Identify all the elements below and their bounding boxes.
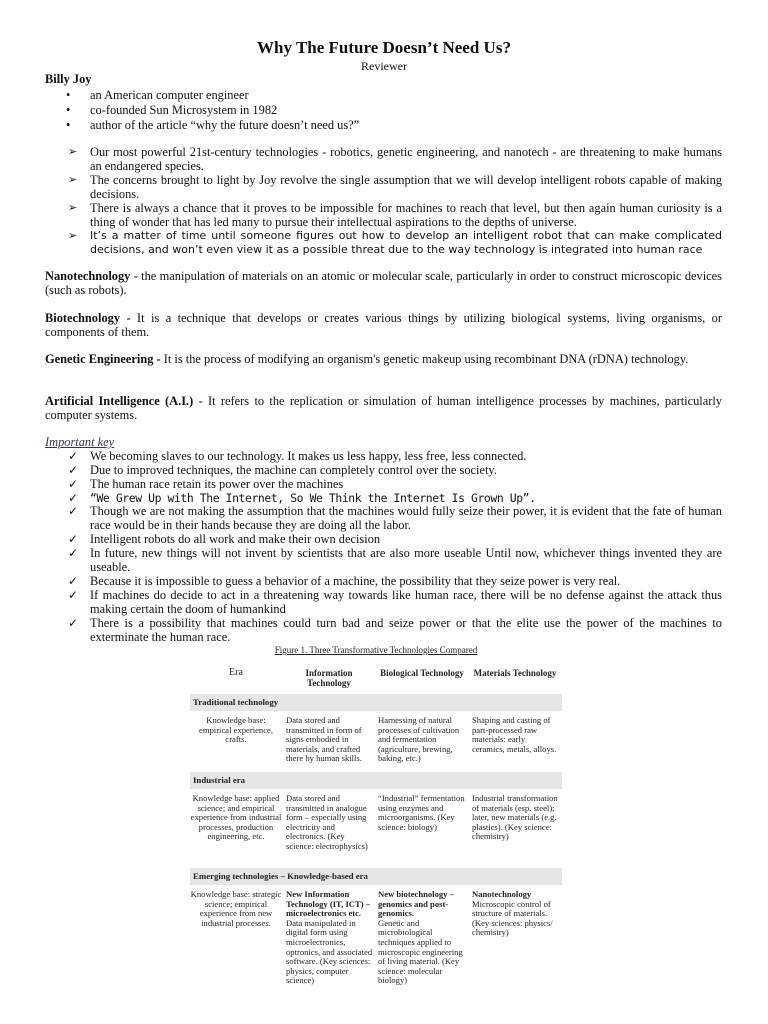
document-subtitle: Reviewer — [361, 59, 407, 73]
arrow-bullet-icon: ➢ — [68, 146, 78, 158]
definition-text: the manipulation of materials on an atomic or molecular scale, particularly in order to construct microscopic devices (such as robots). — [45, 269, 722, 297]
arrow-item: Our most powerful 21st-century technologies - robotics, genetic engineering, and nanotech - are threatening to make humans an endangered species. — [90, 145, 722, 173]
table-cell-mat — [472, 890, 560, 938]
checklist-item: Intelligent robots do all work and make their own decision — [90, 532, 381, 546]
column-header: Era — [229, 667, 243, 678]
checklist-item: Because it is impossible to guess a behavior of a machine, the possibility that they seize power is very real. — [90, 574, 621, 588]
arrow-bullet-icon: ➢ — [68, 230, 78, 242]
cell-text: Data manipulated in digital form using microelectronics, optronics, and associated software. (Key sciences: physics, computer science) — [286, 917, 373, 986]
table-cell: Data stored and transmitted in form of signs embodied in materials, and crafted there by human skills. — [286, 715, 362, 764]
column-header: Materials Technology — [473, 668, 557, 678]
table-cell: Data stored and transmitted in analogue form – especially using electricity and electronics. (Key science: electrophysics) — [286, 793, 368, 851]
list-item: co-founded Sun Microsystem in 1982 — [90, 103, 278, 117]
checklist-item: Due to improved techniques, the machine can completely control over the society. — [90, 463, 497, 477]
definition-term: Nanotechnology - — [45, 269, 138, 283]
checkmark-icon: ✓ — [68, 546, 79, 560]
document-title: Why The Future Doesn’t Need Us? — [257, 38, 511, 57]
definition-term: Biotechnology - — [45, 311, 131, 325]
cell-heading: New Information Technology (IT, ICT) – microelectronics etc. — [286, 889, 371, 919]
important-key-label: Important key — [45, 435, 115, 449]
cell-heading: New biotechnology – genomics and post-genomics. — [378, 889, 454, 919]
checklist-item: There is a possibility that machines could turn bad and seize power or that the elite use the power of the machines to exterminate the human race. — [90, 616, 722, 644]
arrow-item: It’s a matter of time until someone figures out how to develop an intelligent robot that can make complicated decisions, and won’t even view it as a possible threat due to the way technology is integrated into human race — [90, 229, 722, 256]
era-band: Industrial era — [190, 772, 562, 789]
list-item: author of the article “why the future doesn’t need us?” — [90, 118, 360, 132]
checkmark-icon: ✓ — [68, 504, 79, 518]
figure-caption: Figure 1. Three Transformative Technologies Compared — [274, 645, 478, 655]
definition-text: It is the process of modifying an organism's genetic makeup using recombinant DNA (rDNA) technology. — [163, 352, 689, 366]
column-header: Biological Technology — [380, 668, 464, 678]
cell-text: Microscopic control of structure of materials. (Key sciences: physics/ chemistry) — [472, 898, 553, 938]
cell-text: Genetic and microbiological techniques applied to microscopic engineering of living material. (Key science: molecular biology) — [378, 917, 463, 986]
bullet-icon: • — [66, 118, 71, 132]
bullet-icon: • — [66, 103, 71, 117]
checkmark-icon: ✓ — [68, 463, 79, 477]
checkmark-icon: ✓ — [68, 574, 79, 588]
checkmark-icon: ✓ — [68, 477, 79, 491]
checkmark-icon: ✓ — [68, 588, 79, 602]
checklist-item: The human race retain its power over the machines — [90, 477, 344, 491]
checklist-item: In future, new things will not invent by scientists that are also more useable Until now, whichever things invented they are useable. — [90, 546, 722, 574]
checkmark-icon: ✓ — [68, 616, 79, 630]
checklist-item: We becoming slaves to our technology. It makes us less happy, less free, less connected. — [90, 449, 527, 463]
arrow-bullet-icon: ➢ — [68, 174, 78, 186]
technology-comparison-figure — [190, 646, 562, 1022]
column-header: Information Technology — [305, 668, 353, 688]
checkmark-icon: ✓ — [68, 491, 79, 505]
bullet-icon: • — [66, 88, 71, 102]
checkmark-icon: ✓ — [68, 532, 79, 546]
table-cell: Knowledge base: strategic science; empirical experience from new industrial processes. — [190, 889, 282, 928]
table-cell: Harnessing of natural processes of cultivation and fermentation (agriculture, brewing, baking, etc.) — [378, 715, 460, 764]
arrow-bullet-icon: ➢ — [68, 202, 78, 214]
definition-genetic — [45, 352, 722, 366]
definition-text: It refers to the replication or simulation of human intelligence processes by machines, particularly computer systems. — [45, 394, 723, 422]
arrow-item: The concerns brought to light by Joy revolve the single assumption that we will develop intelligent robots capable of making decisions. — [90, 173, 722, 201]
checkmark-icon: ✓ — [68, 449, 79, 463]
definition-term: Genetic Engineering - — [45, 352, 161, 366]
table-cell: “Industrial” fermentation using enzymes and microorganisms. (Key science: biology) — [378, 793, 465, 832]
checklist-item: Though we are not making the assumption that the machines would fully seize their power, it is evident that the fate of human race would be in their hands because they are doing all the labor. — [90, 504, 722, 532]
definition-ai — [45, 394, 722, 422]
table-cell: Industrial transformation of materials (esp. steel); later, new materials (e.g. plastics). (Key science: chemistry) — [472, 793, 558, 842]
definition-term: Artificial Intelligence (A.I.) - — [45, 394, 203, 408]
era-band: Traditional technology — [190, 694, 562, 711]
definition-biotech — [45, 311, 722, 339]
arrow-item: There is always a chance that it proves to be impossible for machines to reach that level, but then again human curiosity is a thing of wonder that has led many to pursue their intellectual aspirations to the depths of universe. — [90, 201, 722, 229]
table-cell-bio — [378, 890, 468, 986]
table-cell: Knowledge base: applied science; and empirical experience from industrial processes, production engineering, etc. — [190, 793, 282, 842]
list-item: an American computer engineer — [90, 88, 249, 102]
table-cell-it — [286, 890, 374, 986]
checklist-item: If machines do decide to act in a threatening way towards like human race, there will be no defense against the attack thus making certain the doom of humankind — [90, 588, 722, 616]
checklist-item: “We Grew Up with The Internet, So We Think the Internet Is Grown Up”. — [90, 491, 536, 505]
definition-text: It is a technique that develops or creates various things by utilizing biological systems, living organisms, or components of them. — [45, 311, 722, 339]
definition-nanotech — [45, 269, 722, 297]
billy-joy-heading: Billy Joy — [45, 72, 92, 86]
era-band: Emerging technologies – Knowledge-based era — [190, 868, 562, 885]
cell-heading: Nanotechnology — [472, 889, 532, 899]
table-cell: Shaping and casting of part-processed raw materials: early ceramics, metals, alloys. — [472, 715, 557, 754]
table-cell: Knowledge base: empirical experience, crafts. — [199, 715, 273, 745]
